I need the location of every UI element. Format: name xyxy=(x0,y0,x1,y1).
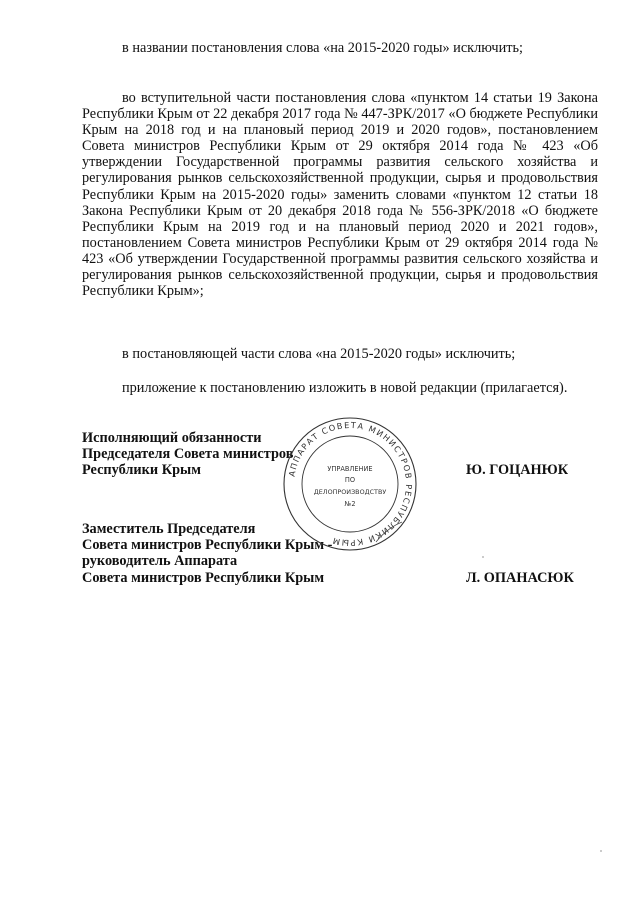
signature-title-line: руководитель Аппарата xyxy=(82,553,238,570)
stamp-outer-text: АППАРАТ СОВЕТА МИНИСТРОВ РЕСПУБЛИКИ КРЫМ xyxy=(286,419,415,549)
stamp-line: №2 xyxy=(344,500,356,508)
stamp-line: ПО xyxy=(344,476,356,484)
stamp-line: УПРАВЛЕНИЕ xyxy=(327,465,373,473)
paragraph-operative-change: в постановляющей части слова «на 2015-2020 годы» исключить; xyxy=(122,346,516,362)
paragraph-title-change: в названии постановления слова «на 2015-2020 годы» исключить; xyxy=(122,40,523,56)
signature-title-line: Исполняющий обязанности xyxy=(82,430,262,446)
signature-title-line: Заместитель Председателя xyxy=(82,521,256,537)
signature-title-line: Совета министров Республики Крым xyxy=(82,569,325,586)
signatory-name-2: Л. ОПАНАСЮК xyxy=(466,570,574,586)
signatory-name-1: Ю. ГОЦАНЮК xyxy=(466,462,569,478)
scan-speck xyxy=(600,850,602,852)
signature-title-line: Республики Крым xyxy=(82,462,201,479)
official-stamp xyxy=(280,414,420,554)
paragraph-appendix: приложение к постановлению изложить в новой редакции (прилагается). xyxy=(122,380,568,396)
signature-title-line: Совета министров Республики Крым - xyxy=(82,537,333,554)
stamp-line: ДЕЛОПРОИЗВОДСТВУ xyxy=(313,488,387,496)
signature-title-line: Председателя Совета министров xyxy=(82,446,294,463)
scan-speck xyxy=(482,556,484,558)
paragraph-intro-change: во вступительной части постановления слова «пунктом 14 статьи 19 Закона Республики Крым от 22 декабря 2017 года № 447-ЗРК/2017 «О бюджете Республики Крым на 2018 год и на плановый период 2019 и 2020 годов», постановлением Совета министров Республики Крым от 29 октября 2014 года № 423 «Об утверждении Государственной программы развития сельского хозяйства и регулирования рынков сельскохозяйственной продукции, сырья и продовольствия Республики Крым на 2015-2020 годы» заменить словами «пунктом 12 статьи 18 Закона Республики Крым от 20 декабря 2018 года № 556-ЗРК/2018 «О бюджете Республики Крым на 2019 год и на плановый период 2020 и 2021 годов», постановлением Совета министров Республики Крым от 29 октября 2014 года № 423 «Об утверждении Государственной программы развития сельского хозяйства и регулирования рынков сельскохозяйственной продукции, сырья и продовольствия Республики Крым»; xyxy=(82,90,598,300)
